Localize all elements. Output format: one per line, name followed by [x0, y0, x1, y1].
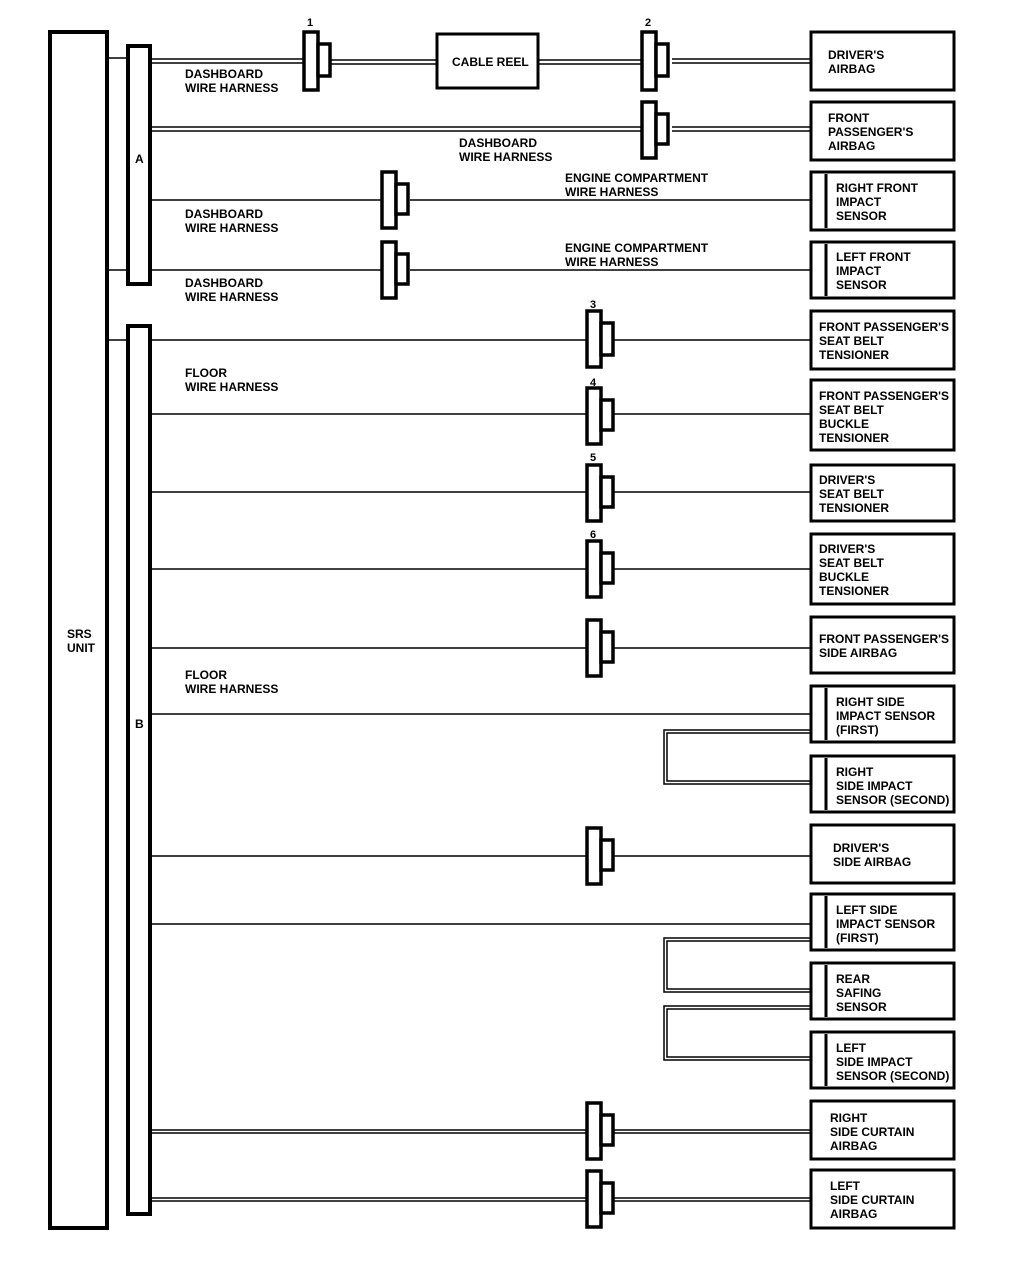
right-side-impact-second-l1: RIGHT: [836, 765, 874, 779]
connector-1: [304, 32, 330, 90]
harness-dash4-l2: WIRE HARNESS: [185, 290, 279, 304]
connector-row16: [587, 1103, 613, 1159]
harness-eng2-l1: ENGINE COMPARTMENT: [565, 241, 709, 255]
connector-row2: [642, 102, 668, 158]
right-side-impact-first-l2: IMPACT SENSOR: [836, 709, 936, 723]
connector-5: [587, 465, 613, 521]
fp-buckle-tensioner-l4: TENSIONER: [819, 431, 890, 445]
connector-number-5: 5: [590, 452, 597, 464]
fp-seat-belt-tensioner-l3: TENSIONER: [819, 348, 890, 362]
harness-eng2-l2: WIRE HARNESS: [565, 255, 659, 269]
harness-floor2-l1: FLOOR: [185, 668, 227, 682]
left-front-impact-sensor-l1: LEFT FRONT: [836, 250, 911, 264]
connector-number-3: 3: [590, 299, 597, 311]
harness-eng1-l1: ENGINE COMPARTMENT: [565, 171, 709, 185]
fp-seat-belt-tensioner-l1: FRONT PASSENGER'S: [819, 320, 949, 334]
connector-b-label: B: [135, 717, 144, 731]
left-front-impact-sensor-l2: IMPACT: [836, 264, 882, 278]
wire-row10-loop-inner: [667, 733, 811, 781]
connector-number-1: 1: [307, 17, 314, 29]
driver-buckle-tensioner-l3: BUCKLE: [819, 570, 869, 584]
right-side-impact-second-l2: SIDE IMPACT: [836, 779, 913, 793]
wire-row14-loop-inner: [667, 1009, 811, 1057]
rear-safing-sensor-l3: SENSOR: [836, 1000, 887, 1014]
front-passenger-airbag-l2: PASSENGER'S: [828, 125, 914, 139]
right-side-curtain-airbag-l2: SIDE CURTAIN: [830, 1125, 915, 1139]
driver-buckle-tensioner-l1: DRIVER'S: [819, 542, 876, 556]
left-front-impact-sensor-l3: SENSOR: [836, 278, 887, 292]
connector-4: [587, 388, 613, 444]
connector-row17: [587, 1171, 613, 1227]
drivers-airbag-l1: DRIVER'S: [828, 48, 885, 62]
right-front-impact-sensor-l1: RIGHT FRONT: [836, 181, 918, 195]
connector-b: [128, 326, 150, 1214]
wire-row14-loop: [664, 1006, 811, 1060]
left-side-impact-second-l2: SIDE IMPACT: [836, 1055, 913, 1069]
left-side-curtain-airbag-l1: LEFT: [830, 1179, 860, 1193]
connector-6: [587, 541, 613, 597]
right-side-curtain-airbag-l3: AIRBAG: [830, 1139, 878, 1153]
connector-3: [587, 311, 613, 367]
rear-safing-sensor-l2: SAFING: [836, 986, 882, 1000]
left-side-curtain-airbag-l3: AIRBAG: [830, 1207, 878, 1221]
harness-dash3-l2: WIRE HARNESS: [185, 221, 279, 235]
wire-row10-loop: [664, 730, 811, 784]
left-side-impact-second-l1: LEFT: [836, 1041, 866, 1055]
right-front-impact-sensor-l3: SENSOR: [836, 209, 887, 223]
left-side-impact-second-l3: SENSOR (SECOND): [836, 1069, 950, 1083]
harness-floor1-l2: WIRE HARNESS: [185, 380, 279, 394]
harness-dash1-l2: WIRE HARNESS: [185, 81, 279, 95]
srs-unit-label-line2: UNIT: [67, 641, 95, 655]
right-side-impact-second-l3: SENSOR (SECOND): [836, 793, 950, 807]
fp-side-airbag-l2: SIDE AIRBAG: [819, 646, 898, 660]
fp-buckle-tensioner-l1: FRONT PASSENGER'S: [819, 389, 949, 403]
harness-dash4-l1: DASHBOARD: [185, 276, 263, 290]
right-side-curtain-airbag-l1: RIGHT: [830, 1111, 868, 1125]
driver-seat-belt-tensioner-l3: TENSIONER: [819, 501, 890, 515]
left-side-impact-first-l3: (FIRST): [836, 931, 879, 945]
wire-row13-loop-inner: [667, 941, 811, 989]
left-side-impact-first-l2: IMPACT SENSOR: [836, 917, 936, 931]
harness-dash1-l1: DASHBOARD: [185, 67, 263, 81]
connector-row12: [587, 828, 613, 884]
harness-dash3-l1: DASHBOARD: [185, 207, 263, 221]
fp-buckle-tensioner-l2: SEAT BELT: [819, 403, 884, 417]
driver-buckle-tensioner-l2: SEAT BELT: [819, 556, 884, 570]
fp-seat-belt-tensioner-l2: SEAT BELT: [819, 334, 884, 348]
front-passenger-airbag-l1: FRONT: [828, 111, 870, 125]
srs-unit-label-line1: SRS: [67, 627, 92, 641]
drivers-side-airbag-l1: DRIVER'S: [833, 841, 890, 855]
rear-safing-sensor-l1: REAR: [836, 972, 871, 986]
harness-dash2-l2: WIRE HARNESS: [459, 150, 553, 164]
connector-row9: [587, 620, 613, 676]
harness-floor2-l2: WIRE HARNESS: [185, 682, 279, 696]
fp-buckle-tensioner-l3: BUCKLE: [819, 417, 869, 431]
right-side-impact-first-l3: (FIRST): [836, 723, 879, 737]
harness-eng1-l2: WIRE HARNESS: [565, 185, 659, 199]
driver-seat-belt-tensioner-l1: DRIVER'S: [819, 473, 876, 487]
right-side-impact-first-l1: RIGHT SIDE: [836, 695, 905, 709]
connector-a-label: A: [135, 152, 144, 166]
right-front-impact-sensor-l2: IMPACT: [836, 195, 882, 209]
connector-number-2: 2: [645, 17, 652, 29]
connector-number-4: 4: [590, 377, 597, 389]
connector-row4: [382, 242, 408, 298]
drivers-side-airbag-l2: SIDE AIRBAG: [833, 855, 912, 869]
drivers-airbag-l2: AIRBAG: [828, 62, 876, 76]
connector-2: [642, 32, 668, 90]
left-side-curtain-airbag-l2: SIDE CURTAIN: [830, 1193, 915, 1207]
harness-dash2-l1: DASHBOARD: [459, 136, 537, 150]
front-passenger-airbag-l3: AIRBAG: [828, 139, 876, 153]
driver-seat-belt-tensioner-l2: SEAT BELT: [819, 487, 884, 501]
connector-row3: [382, 172, 408, 228]
harness-floor1-l1: FLOOR: [185, 366, 227, 380]
wire-row13-loop: [664, 938, 811, 992]
cable-reel-label: CABLE REEL: [452, 55, 529, 69]
fp-side-airbag-l1: FRONT PASSENGER'S: [819, 632, 949, 646]
left-side-impact-first-l1: LEFT SIDE: [836, 903, 898, 917]
connector-number-6: 6: [590, 529, 597, 541]
driver-buckle-tensioner-l4: TENSIONER: [819, 584, 890, 598]
